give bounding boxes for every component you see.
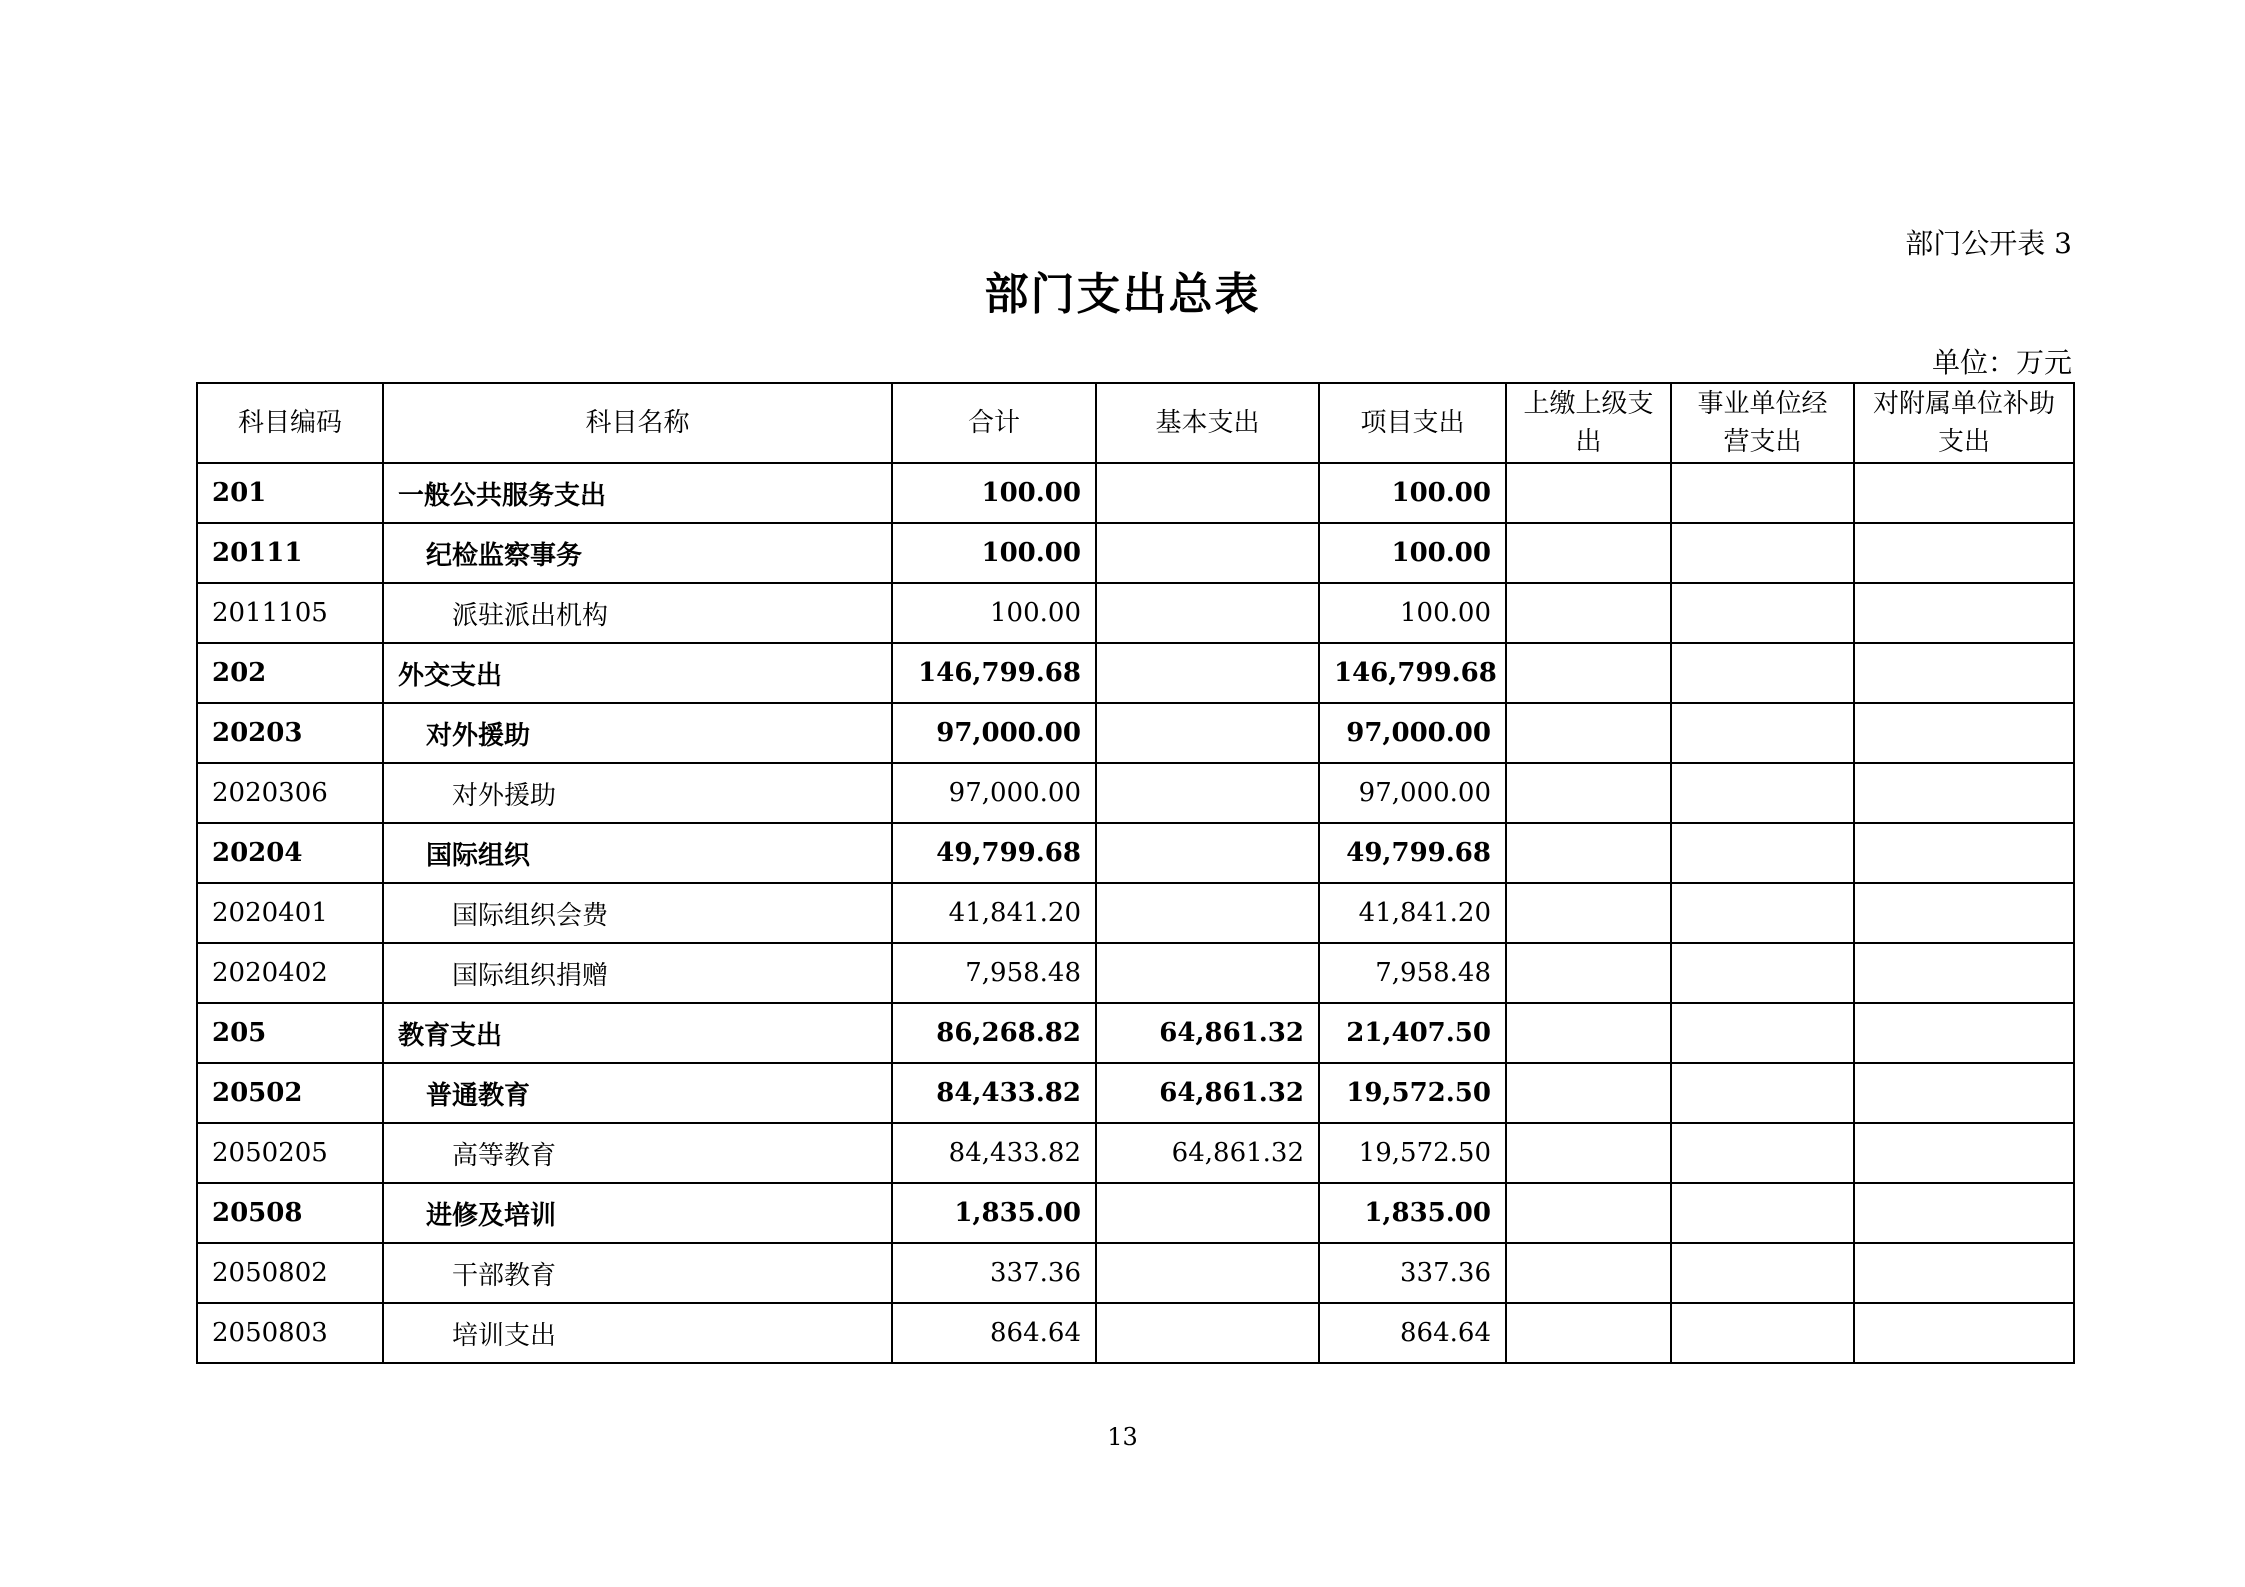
table-header-row xyxy=(197,383,2074,463)
cell-basic xyxy=(1096,1303,1319,1363)
cell-basic xyxy=(1096,1183,1319,1243)
cell-basic xyxy=(1096,643,1319,703)
cell-name: 国际组织捐赠 xyxy=(383,943,892,1003)
cell-business xyxy=(1671,763,1854,823)
cell-upper xyxy=(1506,523,1671,583)
table-row xyxy=(197,1063,2074,1123)
cell-business xyxy=(1671,883,1854,943)
table-row xyxy=(197,703,2074,763)
cell-business xyxy=(1671,1003,1854,1063)
cell-total: 337.36 xyxy=(892,1243,1096,1303)
cell-code: 20203 xyxy=(197,703,383,763)
cell-business xyxy=(1671,1123,1854,1183)
cell-total: 41,841.20 xyxy=(892,883,1096,943)
table-row xyxy=(197,643,2074,703)
cell-project: 21,407.50 xyxy=(1319,1003,1506,1063)
header-subsidy-expenditure: 对附属单位补助支出 xyxy=(1854,383,2074,463)
cell-subsidy xyxy=(1854,883,2074,943)
header-total: 合计 xyxy=(892,383,1096,463)
cell-basic xyxy=(1096,943,1319,1003)
cell-upper xyxy=(1506,883,1671,943)
cell-project: 100.00 xyxy=(1319,583,1506,643)
table-body xyxy=(197,463,2074,1363)
cell-total: 864.64 xyxy=(892,1303,1096,1363)
cell-business xyxy=(1671,1303,1854,1363)
cell-name: 纪检监察事务 xyxy=(383,523,892,583)
cell-subsidy xyxy=(1854,1183,2074,1243)
cell-subsidy xyxy=(1854,463,2074,523)
cell-basic: 64,861.32 xyxy=(1096,1123,1319,1183)
cell-subsidy xyxy=(1854,1003,2074,1063)
cell-project: 19,572.50 xyxy=(1319,1123,1506,1183)
cell-subsidy xyxy=(1854,1243,2074,1303)
cell-upper xyxy=(1506,1303,1671,1363)
cell-code: 2050802 xyxy=(197,1243,383,1303)
cell-upper xyxy=(1506,1123,1671,1183)
cell-project: 49,799.68 xyxy=(1319,823,1506,883)
unit-label: 单位：万元 xyxy=(1931,346,2072,379)
cell-total: 84,433.82 xyxy=(892,1063,1096,1123)
cell-upper xyxy=(1506,703,1671,763)
cell-upper xyxy=(1506,763,1671,823)
cell-project: 97,000.00 xyxy=(1319,763,1506,823)
cell-upper xyxy=(1506,1003,1671,1063)
cell-basic xyxy=(1096,583,1319,643)
cell-upper xyxy=(1506,643,1671,703)
table-row xyxy=(197,1303,2074,1363)
cell-subsidy xyxy=(1854,703,2074,763)
cell-basic: 64,861.32 xyxy=(1096,1063,1319,1123)
cell-upper xyxy=(1506,1183,1671,1243)
cell-basic xyxy=(1096,883,1319,943)
cell-total: 100.00 xyxy=(892,583,1096,643)
table-row xyxy=(197,823,2074,883)
cell-name: 教育支出 xyxy=(383,1003,892,1063)
cell-code: 20502 xyxy=(197,1063,383,1123)
table-row xyxy=(197,1243,2074,1303)
cell-name: 一般公共服务支出 xyxy=(383,463,892,523)
cell-project: 1,835.00 xyxy=(1319,1183,1506,1243)
cell-name: 普通教育 xyxy=(383,1063,892,1123)
cell-name: 外交支出 xyxy=(383,643,892,703)
cell-project: 337.36 xyxy=(1319,1243,1506,1303)
cell-upper xyxy=(1506,943,1671,1003)
expenditure-table xyxy=(196,382,2075,1364)
table-row xyxy=(197,883,2074,943)
cell-total: 49,799.68 xyxy=(892,823,1096,883)
cell-code: 202 xyxy=(197,643,383,703)
cell-code: 2020402 xyxy=(197,943,383,1003)
cell-name: 培训支出 xyxy=(383,1303,892,1363)
cell-code: 205 xyxy=(197,1003,383,1063)
page-number: 13 xyxy=(1107,1423,1138,1451)
header-project-expenditure: 项目支出 xyxy=(1319,383,1506,463)
cell-total: 97,000.00 xyxy=(892,703,1096,763)
cell-business xyxy=(1671,943,1854,1003)
header-upper-remittance: 上缴上级支出 xyxy=(1506,383,1671,463)
header-business-expenditure: 事业单位经营支出 xyxy=(1671,383,1854,463)
cell-project: 7,958.48 xyxy=(1319,943,1506,1003)
cell-code: 20111 xyxy=(197,523,383,583)
cell-basic xyxy=(1096,763,1319,823)
cell-business xyxy=(1671,1183,1854,1243)
cell-project: 41,841.20 xyxy=(1319,883,1506,943)
table-row xyxy=(197,463,2074,523)
cell-code: 2050803 xyxy=(197,1303,383,1363)
cell-subsidy xyxy=(1854,943,2074,1003)
cell-code: 2020401 xyxy=(197,883,383,943)
cell-total: 84,433.82 xyxy=(892,1123,1096,1183)
cell-code: 20204 xyxy=(197,823,383,883)
cell-basic: 64,861.32 xyxy=(1096,1003,1319,1063)
cell-subsidy xyxy=(1854,1063,2074,1123)
cell-project: 100.00 xyxy=(1319,463,1506,523)
cell-subsidy xyxy=(1854,823,2074,883)
cell-upper xyxy=(1506,823,1671,883)
cell-subsidy xyxy=(1854,523,2074,583)
table-row xyxy=(197,583,2074,643)
cell-code: 2011105 xyxy=(197,583,383,643)
cell-basic xyxy=(1096,823,1319,883)
table-row xyxy=(197,1183,2074,1243)
cell-name: 进修及培训 xyxy=(383,1183,892,1243)
cell-business xyxy=(1671,463,1854,523)
cell-name: 派驻派出机构 xyxy=(383,583,892,643)
cell-business xyxy=(1671,1063,1854,1123)
cell-project: 864.64 xyxy=(1319,1303,1506,1363)
cell-code: 201 xyxy=(197,463,383,523)
table-row xyxy=(197,763,2074,823)
cell-upper xyxy=(1506,1063,1671,1123)
header-basic-expenditure: 基本支出 xyxy=(1096,383,1319,463)
cell-name: 对外援助 xyxy=(383,703,892,763)
cell-basic xyxy=(1096,523,1319,583)
cell-code: 2050205 xyxy=(197,1123,383,1183)
cell-name: 国际组织 xyxy=(383,823,892,883)
cell-upper xyxy=(1506,1243,1671,1303)
cell-upper xyxy=(1506,583,1671,643)
cell-name: 国际组织会费 xyxy=(383,883,892,943)
cell-subsidy xyxy=(1854,643,2074,703)
cell-basic xyxy=(1096,463,1319,523)
header-subject-name: 科目名称 xyxy=(383,383,892,463)
table-row xyxy=(197,943,2074,1003)
cell-business xyxy=(1671,643,1854,703)
cell-subsidy xyxy=(1854,583,2074,643)
cell-business xyxy=(1671,583,1854,643)
cell-total: 100.00 xyxy=(892,523,1096,583)
cell-subsidy xyxy=(1854,763,2074,823)
cell-total: 1,835.00 xyxy=(892,1183,1096,1243)
cell-subsidy xyxy=(1854,1123,2074,1183)
cell-business xyxy=(1671,1243,1854,1303)
header-subject-code: 科目编码 xyxy=(197,383,383,463)
cell-code: 20508 xyxy=(197,1183,383,1243)
cell-project: 146,799.68 xyxy=(1319,643,1506,703)
cell-business xyxy=(1671,823,1854,883)
cell-business xyxy=(1671,523,1854,583)
page-title: 部门支出总表 xyxy=(984,269,1261,320)
cell-basic xyxy=(1096,703,1319,763)
cell-project: 97,000.00 xyxy=(1319,703,1506,763)
cell-name: 干部教育 xyxy=(383,1243,892,1303)
cell-code: 2020306 xyxy=(197,763,383,823)
cell-subsidy xyxy=(1854,1303,2074,1363)
cell-total: 100.00 xyxy=(892,463,1096,523)
cell-upper xyxy=(1506,463,1671,523)
cell-total: 7,958.48 xyxy=(892,943,1096,1003)
cell-total: 97,000.00 xyxy=(892,763,1096,823)
table-row xyxy=(197,523,2074,583)
cell-total: 146,799.68 xyxy=(892,643,1096,703)
table-row xyxy=(197,1123,2074,1183)
cell-project: 100.00 xyxy=(1319,523,1506,583)
cell-name: 高等教育 xyxy=(383,1123,892,1183)
cell-name: 对外援助 xyxy=(383,763,892,823)
document-label: 部门公开表 3 xyxy=(1905,227,2072,260)
cell-project: 19,572.50 xyxy=(1319,1063,1506,1123)
cell-basic xyxy=(1096,1243,1319,1303)
table-row xyxy=(197,1003,2074,1063)
cell-total: 86,268.82 xyxy=(892,1003,1096,1063)
cell-business xyxy=(1671,703,1854,763)
